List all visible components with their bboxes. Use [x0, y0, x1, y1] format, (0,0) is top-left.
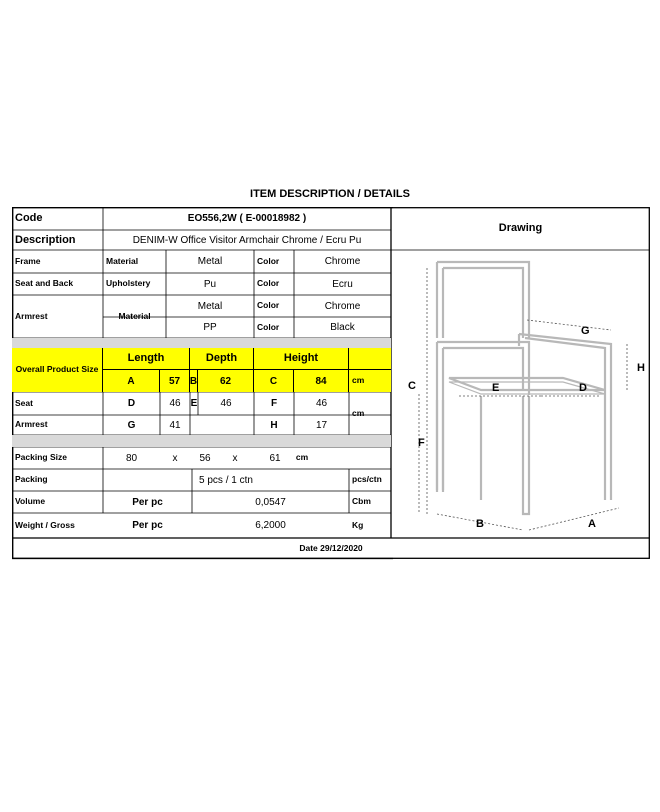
volume-unit: Cbm	[352, 496, 371, 507]
dim-e-label: E	[190, 398, 198, 409]
seat-back-value: Pu	[203, 278, 217, 290]
dim-b-label: B	[190, 370, 198, 392]
length-header: Length	[103, 348, 190, 370]
description-label: Description	[15, 233, 76, 246]
code-label: Code	[15, 212, 43, 225]
seat-back-color: Ecru	[332, 278, 353, 290]
drawing-label-e: E	[492, 382, 500, 394]
volume-value: 0,0547	[255, 496, 286, 508]
drawing-label-d: D	[579, 382, 587, 394]
drawing-header: Drawing	[498, 222, 543, 235]
dim-c-label: C	[254, 370, 294, 392]
dim-h-value: 17	[315, 419, 328, 431]
packing-size-unit: cm	[295, 452, 309, 463]
dim-g-label: G	[127, 419, 136, 431]
frame-value: Metal	[197, 256, 223, 267]
description-value: DENIM-W Office Visitor Armchair Chrome / Ecru Pu	[132, 234, 362, 246]
armrest-spec-attr: Material	[118, 310, 151, 321]
chair-backrest	[437, 262, 529, 338]
chair-drawing	[391, 250, 650, 538]
chair-legs	[437, 396, 529, 514]
frame-label: Frame	[15, 255, 41, 266]
seat-back-color-label: Color	[257, 278, 280, 289]
weight-unit: Kg	[352, 519, 364, 530]
unit-header-blank	[349, 348, 391, 370]
packing-unit: pcs/ctn	[352, 474, 382, 485]
dim-d-label: D	[127, 398, 136, 409]
code-value: EO556,2W ( E-00018982 )	[187, 213, 307, 224]
dim-h-label: H	[270, 419, 278, 431]
spacer-row	[12, 435, 391, 447]
weight-label: Weight / Gross	[15, 519, 75, 530]
drawing-label-c: C	[408, 380, 416, 392]
frame-color-label: Color	[257, 255, 280, 266]
packing-label: Packing	[15, 474, 48, 485]
armrest-spec-label: Armrest	[15, 310, 48, 321]
chair-armrest-right	[519, 334, 611, 500]
overall-size-label: Overall Product Size	[12, 348, 103, 392]
armrest-dims-label: Armrest	[15, 419, 48, 430]
packing-size-length: 80	[125, 452, 138, 464]
armrest-material-1: Metal	[197, 300, 223, 312]
drawing-label-a: A	[588, 518, 596, 530]
drawing-label-g: G	[581, 325, 590, 337]
dim-a-label: A	[103, 370, 160, 392]
packing-size-height: 61	[269, 452, 281, 464]
armrest-color-label-1: Color	[257, 300, 280, 311]
drawing-label-f: F	[418, 437, 425, 449]
chair-armrest-left	[437, 342, 529, 490]
volume-per: Per pc	[132, 496, 163, 508]
packing-size-width: 56	[199, 452, 211, 464]
packing-value: 5 pcs / 1 ctn	[199, 474, 253, 486]
armrest-color-label-2: Color	[257, 321, 280, 332]
dim-overall-unit: cm	[349, 370, 391, 392]
frame-color: Chrome	[324, 256, 361, 267]
seat-back-label: Seat and Back	[15, 278, 74, 289]
drawing-label-b: B	[476, 518, 484, 530]
seat-dims-label: Seat	[15, 397, 33, 408]
weight-value: 6,2000	[255, 520, 286, 531]
page-title: ITEM DESCRIPTION / DETAILS	[250, 188, 410, 200]
armrest-color-1: Chrome	[324, 300, 361, 312]
dim-f-value: 46	[315, 398, 328, 409]
seat-armrest-unit: cm	[352, 407, 365, 418]
volume-label: Volume	[15, 496, 46, 507]
packing-size-label: Packing Size	[15, 452, 67, 463]
dim-a-value: 57	[160, 370, 190, 392]
seat-back-attr: Upholstery	[106, 278, 151, 289]
date-footer: Date 29/12/2020	[299, 542, 363, 553]
dim-d-value: 46	[169, 398, 181, 409]
dim-f-label: F	[270, 398, 278, 409]
armrest-material-2: PP	[203, 322, 217, 333]
dim-g-value: 41	[169, 419, 181, 431]
packing-size-x2: x	[232, 452, 238, 464]
drawing-label-h: H	[637, 362, 645, 374]
dim-b-value: 62	[198, 370, 254, 392]
packing-size-x1: x	[172, 452, 178, 464]
armrest-color-2: Black	[330, 322, 355, 333]
weight-per: Per pc	[132, 520, 163, 531]
dim-c-value: 84	[294, 370, 349, 392]
frame-attr: Material	[106, 255, 139, 266]
height-header: Height	[254, 348, 349, 370]
spacer-row	[12, 338, 391, 348]
dim-e-value: 46	[220, 398, 232, 409]
depth-header: Depth	[190, 348, 254, 370]
